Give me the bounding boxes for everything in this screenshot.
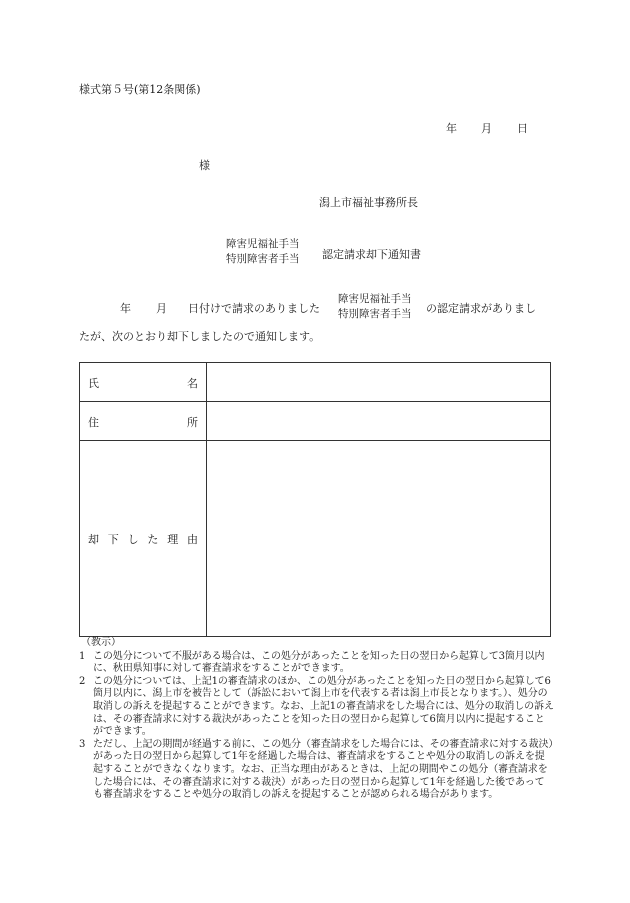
reason-label-char: し xyxy=(127,533,139,546)
address-label: 住 所 xyxy=(88,416,198,429)
note-number: 2 xyxy=(79,675,86,687)
title-option-1: 障害児福祉手当 xyxy=(226,238,300,250)
note-text: ただし、上記の期間が経過する前に、この処分（審査請求をした場合には、その審査請求に対する裁決）があった日の翌日から起算して1年を経過した場合は、審査請求をすることや処分の取消しの訴えを提起することができなくなります。なお、正当な理由があるときは、上記の期間やこの処分（審査請求をした場合には、その審査請求に対する裁決）があった日の翌日から起算して1年を経過した後であっても審査請求をすることや処分の取消しの訴えを提起することが認められる場合があります。 xyxy=(93,738,554,801)
date-day: 日 xyxy=(517,122,528,135)
reason-row xyxy=(80,441,550,636)
note-number: 1 xyxy=(79,650,86,662)
note-item xyxy=(79,651,554,676)
table-column-divider xyxy=(206,363,207,636)
details-table xyxy=(79,362,551,637)
body-line-2: たが、次のとおり却下しましたので通知します。 xyxy=(79,330,321,343)
date-year: 年 xyxy=(446,122,457,135)
reason-label-char: 由 xyxy=(186,533,198,546)
reason-label-char: 下 xyxy=(107,533,119,546)
note-text: この処分については、上記1の審査請求のほか、この処分があったことを知った日の翌日から起算して6箇月以内に、潟上市を被告として（訴訟において潟上市を代表する者は潟上市長となります。）、処分の取消しの訴えを提起することができます。なお、上記1の審査請求をした場合には、処分の取消しの訴えは、その審査請求に対する裁決があったことを知った日の翌日から起算して6箇月以内に提起することができます。 xyxy=(93,675,554,738)
reason-label-char: 理 xyxy=(167,533,179,546)
body-option-2: 特別障害者手当 xyxy=(338,308,412,320)
reason-label xyxy=(80,531,206,547)
note-number: 3 xyxy=(79,738,86,750)
note-item xyxy=(79,739,554,802)
addressee-suffix: 様 xyxy=(199,159,210,172)
date-month: 月 xyxy=(481,122,492,135)
body-year: 年 xyxy=(120,302,131,315)
document-title: 認定請求却下通知書 xyxy=(322,248,421,261)
form-number: 様式第５号(第12条関係) xyxy=(79,83,201,96)
note-item xyxy=(79,676,554,739)
body-options xyxy=(338,292,412,322)
title-option-2: 特別障害者手当 xyxy=(226,253,300,265)
name-row xyxy=(80,363,550,402)
body-date-phrase: 日付けで請求のありました xyxy=(188,302,320,315)
body-after-options: の認定請求がありまし xyxy=(426,302,536,315)
issuer: 潟上市福祉事務所長 xyxy=(319,196,418,209)
name-label: 氏 名 xyxy=(88,377,198,390)
notes-heading: （教示） xyxy=(81,637,121,648)
appeal-notice xyxy=(79,637,554,802)
address-row xyxy=(80,402,550,441)
body-month: 月 xyxy=(156,302,167,315)
reason-label-char: た xyxy=(147,533,159,546)
note-text: この処分について不服がある場合は、この処分があったことを知った日の翌日から起算して3箇月以内に、秋田県知事に対して審査請求をすることができます。 xyxy=(93,650,545,675)
body-option-1: 障害児福祉手当 xyxy=(338,293,412,305)
title-options xyxy=(226,237,300,267)
reason-label-char: 却 xyxy=(88,533,99,546)
